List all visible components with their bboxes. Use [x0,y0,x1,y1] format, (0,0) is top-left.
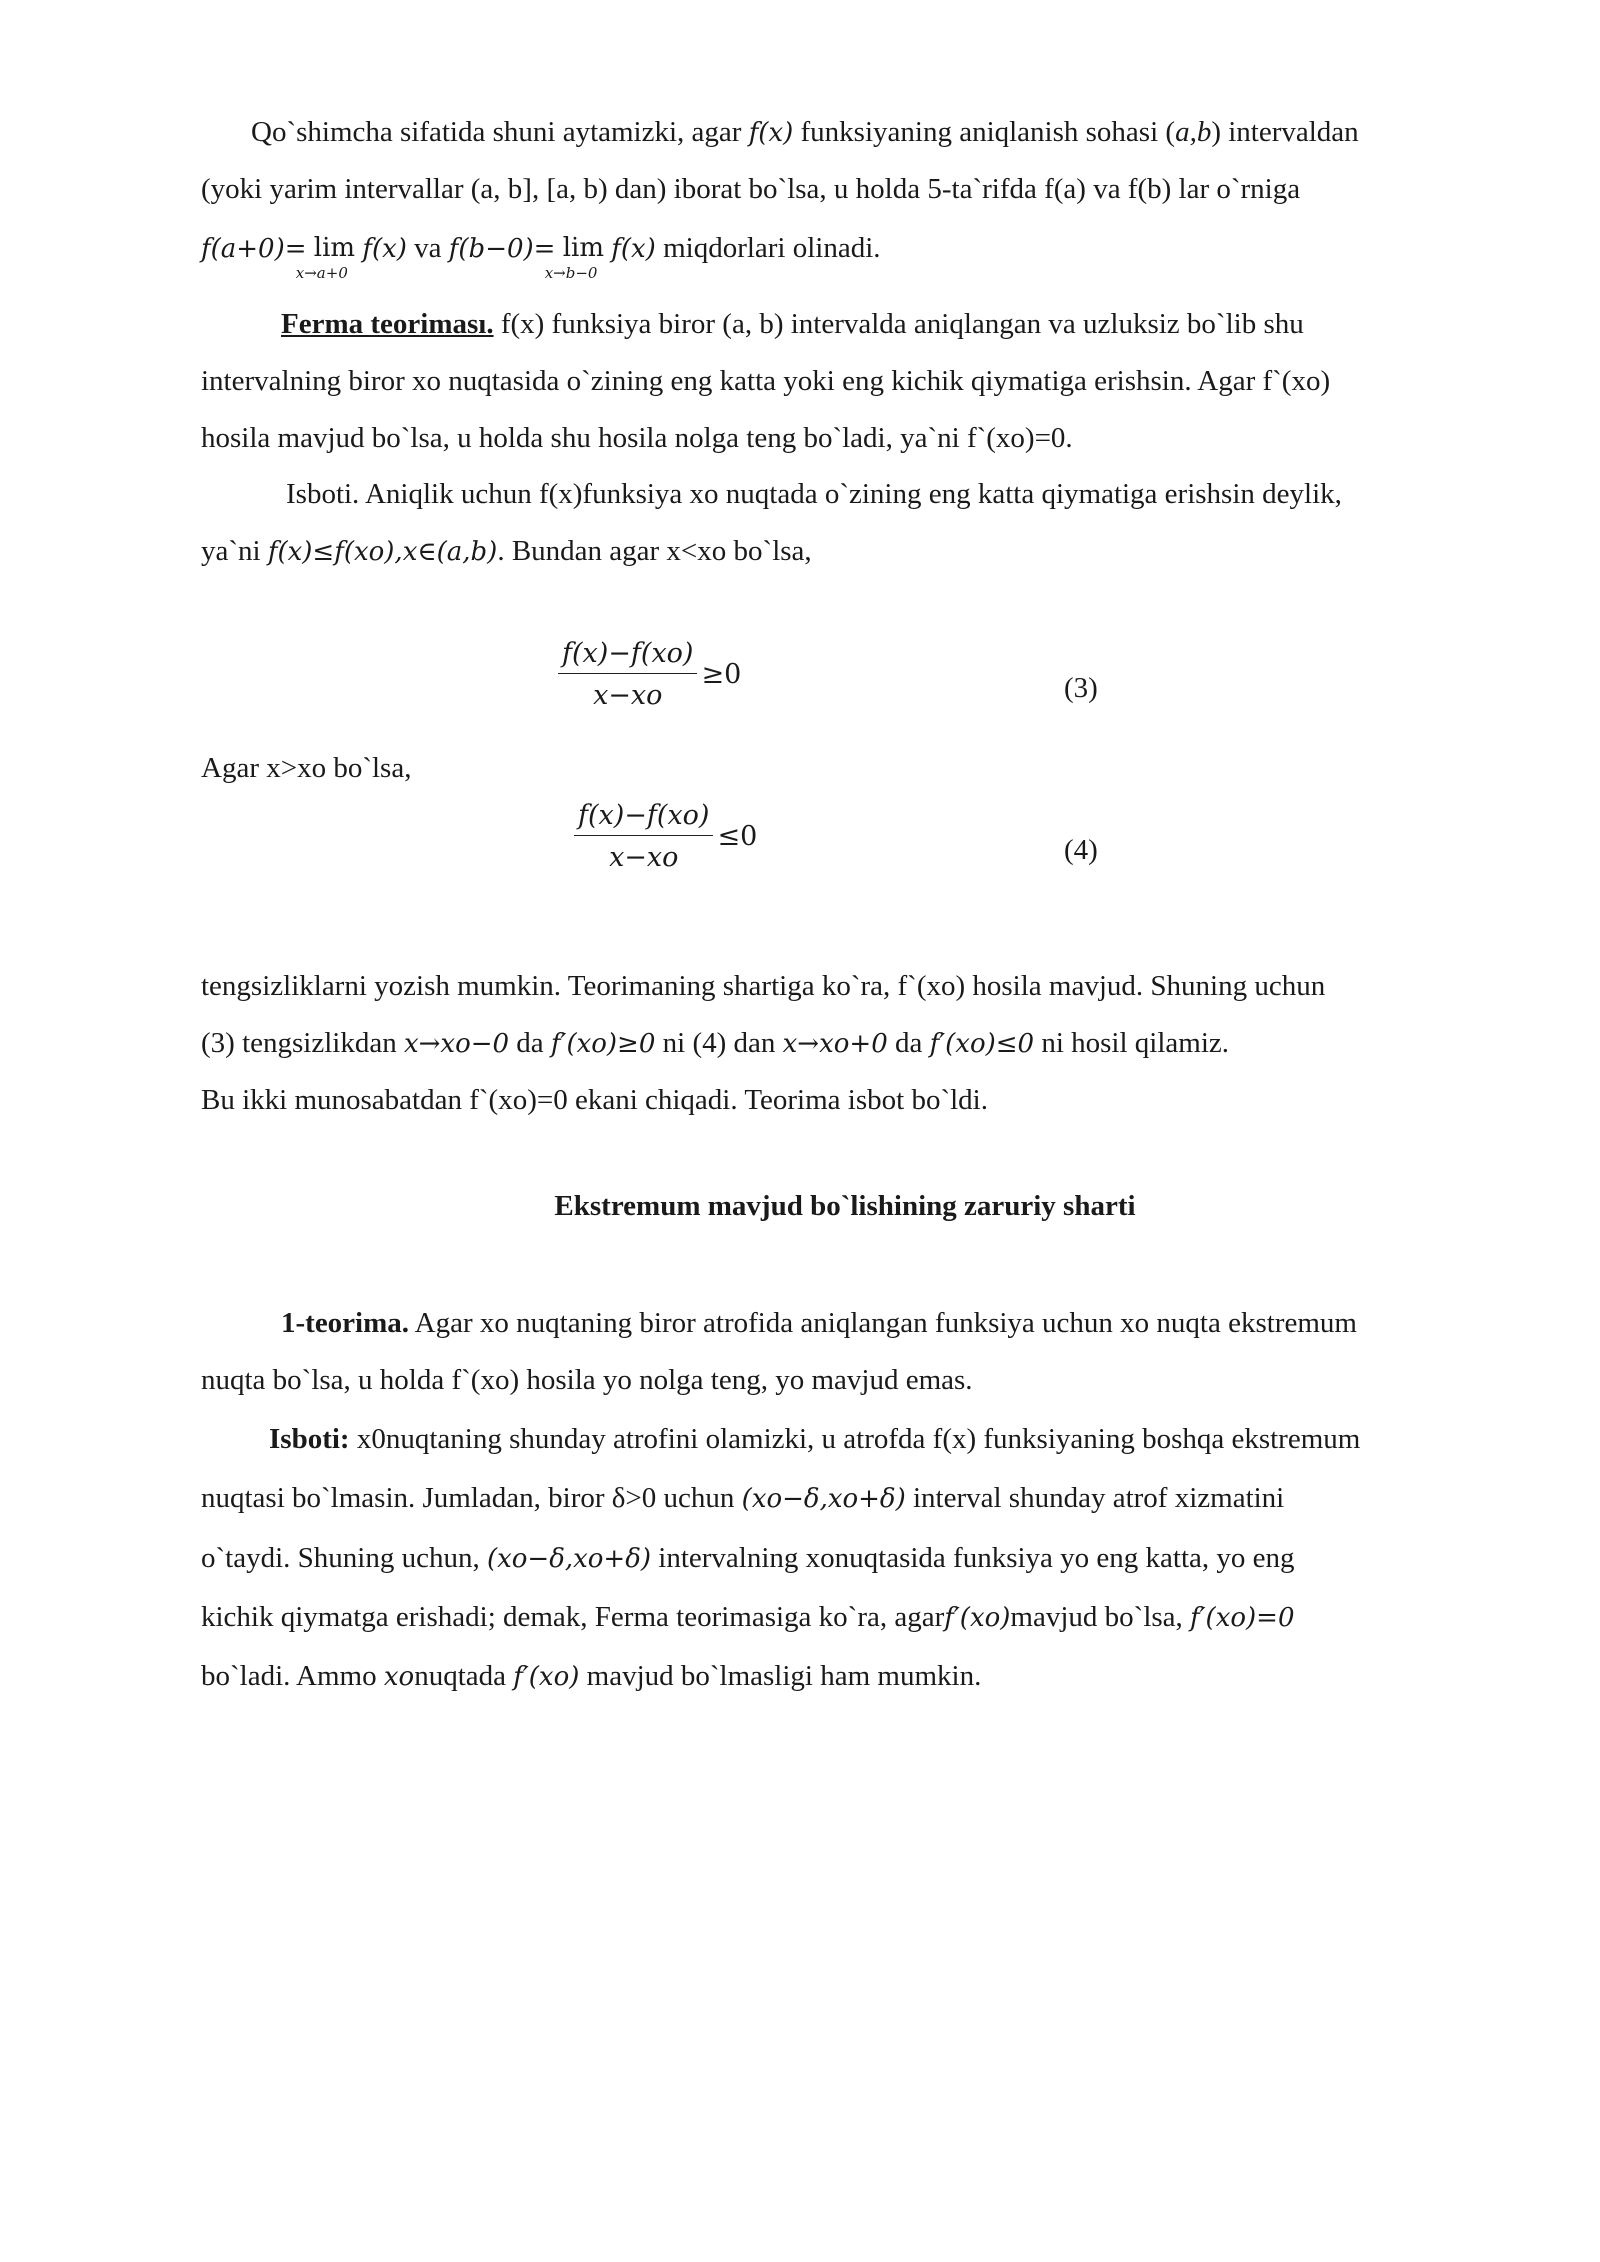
intro-text-b: funksiyaning aniqlanish sohasi ( [793,116,1176,148]
proof2-text-5c: mavjud bo`lmasligi ham mumkin. [579,1660,982,1692]
proof2-title: Isboti: [269,1423,350,1455]
paragraph-intro-line1 [201,104,1489,162]
ferma-line3 [201,410,1489,467]
math-deriv-le: f′(xo)≤0 [929,1029,1035,1059]
theorem1-line2 [201,1352,1489,1409]
paragraph3-line2 [201,1015,1489,1073]
lim-label-b: lim [562,233,604,263]
math-limit-left: x→xo−0 [403,1029,510,1059]
ferma-line1 [201,296,1489,353]
proof2-text-5b: nuqtada [414,1660,514,1692]
paragraph3-line3 [201,1072,1489,1129]
proof1-text-2a: ya`ni [201,535,268,567]
intro-text-c: ) intervaldan [1211,116,1359,148]
agar-text: Agar x>xo bo`lsa, [201,752,412,784]
math-deriv-zero: f′(xo)=0 [1190,1603,1295,1633]
proof2-text-1: x0nuqtaning shunday atrofini olamizki, u atrofda f(x) funksiyaning boshqa ekstremum [349,1423,1361,1455]
p3-text-2e: ni hosil qilamiz. [1034,1027,1230,1059]
proof2-text-4a: kichik qiymatga erishadi; demak, Ferma teorimasiga ko`ra, agar [201,1601,945,1633]
lim-b-subscript: x→b−0 [544,264,598,282]
math-fx-a: f(x) [362,234,407,264]
math-xo: xo [383,1662,415,1692]
ferma-title: Ferma teoriması. [281,308,494,340]
ferma-text-1: f(x) funksiya biror (a, b) intervalda aniqlangan va uzluksiz bo`lib shu [493,308,1304,340]
math-fx-b: f(x) [611,234,656,264]
proof1-text-2b: . Bundan agar x<xo bo`lsa, [497,535,812,567]
paragraph-intro-line3 [201,225,1489,282]
limit-b [544,225,604,282]
theorem1-text-1: Agar xo nuqtaning biror atrofida aniqlangan funksiya uchun xo nuqta ekstremum [409,1307,1357,1339]
theorem1-text-2: nuqta bo`lsa, u holda f`(xo) hosila yo nolga teng, yo mavjud emas. [201,1364,973,1396]
section-heading: Ekstremum mavjud bo`lishining zaruriy sharti [554,1190,1136,1222]
math-interval-2: (xo−δ,xo+δ) [486,1544,652,1574]
eq4-number: (4) [1064,834,1098,866]
proof2-line1 [201,1411,1489,1468]
proof2-line2 [201,1470,1489,1528]
eq4-denominator: x−xo [609,842,679,873]
math-inequality: f(x)≤f(xo),x∈(a,b) [267,537,498,567]
eq3-numerator: f(x)−f(xo) [558,638,697,674]
eq4-relation: ≤0 [717,821,758,852]
math-fx: f(x) [748,118,794,148]
equation-3 [558,638,741,711]
p3-text-2a: (3) tengsizlikdan [201,1027,404,1059]
eq3-denominator: x−xo [593,680,663,711]
equation-4 [574,800,757,873]
proof2-text-5a: bo`ladi. Ammo [201,1660,384,1692]
proof2-text-2a: nuqtasi bo`lmasin. Jumladan, biror δ>0 uchun [201,1482,742,1514]
proof1-line2 [201,523,1489,581]
paragraph-intro-line2 [201,161,1489,218]
math-deriv-1: f′(xo) [944,1603,1011,1633]
intro-line2-text: (yoki yarim intervallar (a, b], [a, b) dan) iborat bo`lsa, u holda 5-ta`rifda f(a) va f(b) lar o`rniga [201,173,1301,205]
proof2-line5 [201,1648,1489,1706]
eq4-numerator: f(x)−f(xo) [574,800,713,836]
math-interval-1: (xo−δ,xo+δ) [741,1484,906,1514]
proof2-text-3a: o`taydi. Shuning uchun, [201,1542,487,1574]
p3-text-2c: ni (4) dan [655,1027,783,1059]
math-f-b0: f(b−0)= [448,234,556,264]
p3-text-1: tengsizliklarni yozish mumkin. Teorimaning shartiga ko`ra, f`(xo) hosila mavjud. Shuning uchun [201,970,1326,1002]
proof1-line1 [201,466,1489,523]
proof2-text-3b: intervalning xonuqtasida funksiya yo eng katta, yo eng [651,1542,1295,1574]
p3-text-2b: da [509,1027,551,1059]
ferma-line2 [201,353,1489,410]
proof2-text-2b: interval shunday atrof xizmatini [905,1482,1285,1514]
math-deriv-ge: f′(xo)≥0 [550,1029,656,1059]
text-va: va [406,232,449,264]
eq3-number: (3) [1064,672,1098,704]
math-deriv-2: f′(xo) [513,1662,580,1692]
math-ab: a,b [1175,116,1212,148]
math-f-a0: f(a+0)= [201,234,307,264]
proof2-line4 [201,1589,1489,1647]
lim-a-subscript: x→a+0 [295,264,348,282]
theorem1-title: 1-teorima. [281,1307,410,1339]
agar-line [201,740,1489,797]
proof1-text-1: Isboti. Aniqlik uchun f(x)funksiya xo nuqtada o`zining eng katta qiymatiga erishsin deylik, [286,478,1342,510]
proof2-text-4b: mavjud bo`lsa, [1010,1601,1191,1633]
paragraph3-line1 [201,958,1489,1015]
intro-text: Qo`shimcha sifatida shuni aytamizki, agar [251,116,749,148]
intro-tail-text: miqdorlari olinadi. [655,232,881,264]
p3-text-2d: da [887,1027,930,1059]
proof2-line3 [201,1530,1489,1588]
p3-text-3: Bu ikki munosabatdan f`(xo)=0 ekani chiqadi. Teorima isbot bo`ldi. [201,1084,988,1116]
ferma-text-2: intervalning biror xo nuqtasida o`zining eng katta yoki eng kichik qiymatiga erishsin. Agar f`(xo) [201,365,1331,397]
ferma-text-3: hosila mavjud bo`lsa, u holda shu hosila nolga teng bo`ladi, ya`ni f`(xo)=0. [201,422,1073,454]
limit-a [295,225,356,282]
eq3-relation: ≥0 [701,659,742,690]
math-limit-right: x→xo+0 [782,1029,888,1059]
lim-label: lim [313,233,356,263]
theorem1-line1 [201,1295,1489,1352]
